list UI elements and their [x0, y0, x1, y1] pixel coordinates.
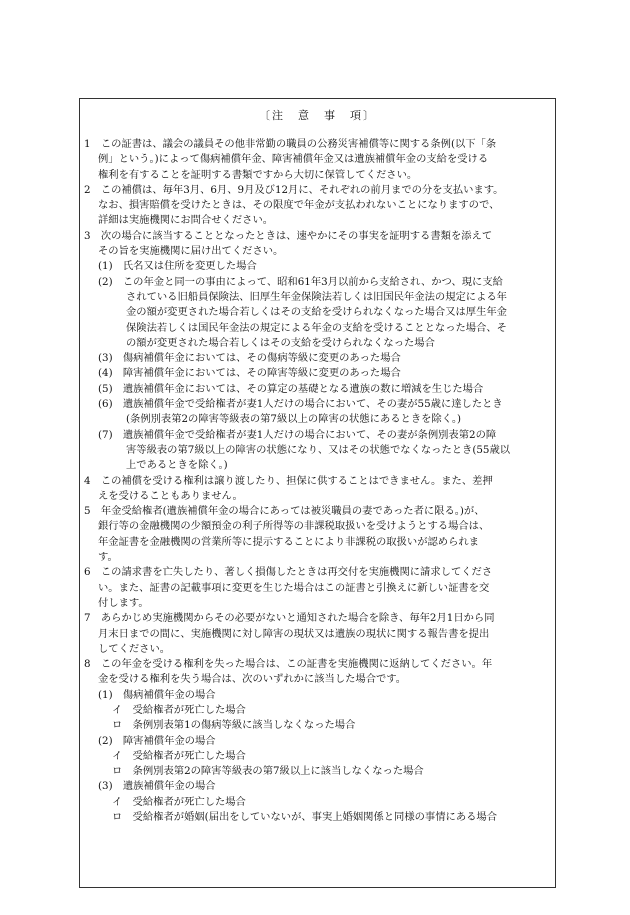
notice-line: 付します。: [98, 596, 149, 609]
notice-line: (条例別表第2の障害等級表の第7級以上の障害の状態にあるときを除く。): [126, 413, 461, 426]
notice-title: 〔注 意 事 項〕: [259, 109, 376, 122]
notice-line: してください。: [98, 642, 171, 655]
notice-line: その旨を実施機関に届け出てください。: [98, 245, 284, 258]
notice-line: 3 次の場合に該当することとなったときは、速やかにその事実を証明する書類を添えて: [84, 229, 493, 242]
notice-line: ロ 受給権者が婚姻(届出をしていないが、事実上婚姻関係と同様の事情にある場合: [112, 811, 497, 824]
notice-line: の額が変更された場合若しくはその支給を受けられなくなった場合: [126, 336, 435, 349]
notice-line: (6) 遺族補償年金で受給権者が妻1人だけの場合において、その妻が55歳に達したとき: [98, 398, 503, 411]
notice-line: 害等級表の第7級以上の障害の状態になり、又はその状態でなくなったとき(55歳以: [126, 443, 511, 456]
notice-line: 7 あらかじめ実施機関からその必要がないと通知された場合を除き、毎年2月1日から同: [84, 612, 495, 625]
notice-box: [79, 98, 556, 888]
notice-line: 2 この補償は、毎年3月、6月、9月及び12月に、それぞれの前月までの分を支払います。: [84, 183, 504, 196]
notice-line: 銀行等の金融機関の少額預金の利子所得等の非課税取扱いを受けようとする場合は、: [98, 520, 490, 533]
notice-line: 4 この補償を受ける権利は譲り渡したり、担保に供することはできません。また、差押: [84, 474, 493, 487]
notice-line: (3) 遺族補償年金の場合: [98, 780, 216, 793]
notice-line: なお、損害賠償を受けたときは、その限度で年金が支払われないことになりますので、: [98, 199, 500, 212]
notice-line: ロ 条例別表第2の障害等級表の第7級以上に該当しなくなった場合: [112, 765, 424, 778]
notice-line: す。: [98, 551, 118, 564]
notice-line: されている旧船員保険法、旧厚生年金保険法若しくは旧国民年金法の規定による年: [126, 290, 507, 303]
notice-line: 6 この請求書を亡失したり、著しく損傷したときは再交付を実施機関に請求してくださ: [84, 566, 493, 579]
notice-line: 保険法若しくは国民年金法の規定による年金の支給を受けることとなった場合、そ: [126, 321, 507, 334]
notice-line: 例」という。)によって傷病補償年金、障害補償年金又は遺族補償年金の支給を受ける: [98, 153, 489, 166]
notice-line: 5 年金受給権者(遺族補償年金の場合にあっては被災職員の妻であった者に限る。)が、: [84, 505, 485, 518]
notice-line: 年金証書を金融機関の営業所等に提示することにより非課税の取扱いが認められま: [98, 535, 479, 548]
notice-line: (5) 遺族補償年金においては、その算定の基礎となる遺族の数に増減を生じた場合: [98, 382, 484, 395]
notice-content: [84, 137, 550, 825]
notice-line: 金の額が変更された場合若しくはその支給を受けられなくなった場合又は厚生年金: [126, 306, 507, 319]
notice-line: イ 受給権者が死亡した場合: [112, 795, 246, 808]
notice-line: (1) 傷病補償年金の場合: [98, 688, 216, 701]
notice-line: 詳細は実施機関にお問合せください。: [98, 214, 274, 227]
notice-line: 上であるときを除く。): [126, 459, 228, 472]
notice-line: イ 受給権者が死亡した場合: [112, 703, 246, 716]
notice-line: イ 受給権者が死亡した場合: [112, 749, 246, 762]
notice-line: (2) この年金と同一の事由によって、昭和61年3月以前から支給され、かつ、現に支給: [98, 275, 503, 288]
notice-line: (1) 氏名又は住所を変更した場合: [98, 260, 257, 273]
notice-line: ロ 条例別表第1の傷病等級に該当しなくなった場合: [112, 719, 356, 732]
notice-line: (3) 傷病補償年金においては、その傷病等級に変更のあった場合: [98, 352, 401, 365]
notice-line: 金を受ける権利を失う場合は、次のいずれかに該当した場合です。: [98, 673, 407, 686]
notice-line: 1 この証書は、議会の議員その他非常勤の職員の公務災害補償等に関する条例(以下「条: [84, 138, 497, 150]
notice-line: (2) 障害補償年金の場合: [98, 734, 216, 747]
notice-line: 8 この年金を受ける権利を失った場合は、この証書を実施機関に返納してください。年: [84, 658, 493, 671]
notice-line: えを受けることもありません。: [98, 489, 243, 502]
notice-line: 権利を有することを証明する書類ですから大切に保管してください。: [98, 168, 418, 181]
notice-line: い。また、証書の記載事項に変更を生じた場合はこの証書と引換えに新しい証書を交: [98, 581, 490, 594]
notice-line: (7) 遺族補償年金で受給権者が妻1人だけの場合において、その妻が条例別表第2の障: [98, 428, 497, 441]
notice-line: (4) 障害補償年金においては、その障害等級に変更のあった場合: [98, 367, 401, 380]
notice-line: 月末日までの間に、実施機関に対し障害の現状又は遺族の現状に関する報告書を提出: [98, 627, 490, 640]
